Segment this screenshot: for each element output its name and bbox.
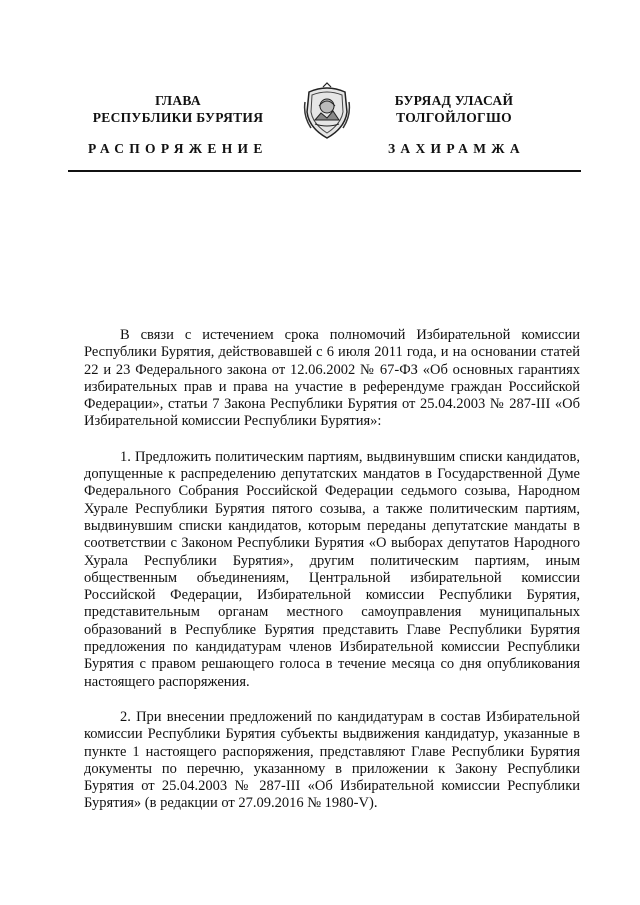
clause-2-paragraph: 2. При внесении предложений по кандидатурам в состав Избирательной комиссии Республики Бурятия субъекты выдвижения кандидатур, указанные в пункте 1 настоящего распоряжения, представляют Главе Республики Бурятия документы по перечню, указанному в приложении к Закону Республики Бурятия от 25.04.2003 № 287-III «Об Избирательной комиссии Республики Бурятия» (в редакции от 27.09.2016 № 1980-V). <box>84 708 580 812</box>
header-right-line2: ТОЛГОЙЛОГШО <box>396 110 512 125</box>
doc-type-bur: ЗАХИРАМЖА <box>388 141 525 156</box>
header-right-line1: БУРЯАД УЛАСАЙ <box>394 93 514 108</box>
header-left <box>80 92 276 126</box>
header-left-line2: РЕСПУБЛИКИ БУРЯТИЯ <box>92 110 264 125</box>
header-right <box>360 92 548 126</box>
document-body <box>84 327 580 813</box>
preamble-paragraph: В связи с истечением срока полномочий Избирательной комиссии Республики Бурятия, действовавшей с 6 июля 2011 года, и на основании статей 22 и 23 Федерального закона от 12.06.2002 № 67-ФЗ «Об основных гарантиях избирательных прав и права на участие в референдуме граждан Российской Федерации», статьи 7 Закона Республики Бурятия от 25.04.2003 № 287-III «Об Избирательной комиссии Республики Бурятия»: <box>84 327 580 430</box>
doc-type-ru: РАСПОРЯЖЕНИЕ <box>88 141 268 156</box>
header-left-line1: ГЛАВА <box>155 93 201 108</box>
buryatia-coat-of-arms-icon <box>301 82 353 140</box>
header-divider <box>68 170 581 172</box>
clause-1-paragraph: 1. Предложить политическим партиям, выдвинувшим списки кандидатов, допущенные к распределению депутатских мандатов в Государственной Думе Федерального Собрания Российской Федерации седьмого созыва, Народном Хурале Республики Бурятия пятого созыва, а также политическим партиям, выдвинувшим списки кандидатов, которым переданы депутатские мандаты в соответствии с Законом Республики Бурятия «О выборах депутатов Народного Хурала Республики Бурятия», другим политическим партиям, иным общественным объединениям, Центральной избирательной комиссии Российской Федерации, Избирательной комиссии Республики Бурятия, представительным органам местного самоуправления муниципальных образований в Республике Бурятия представить Главе Республики Бурятия предложения по кандидатурам членов Избирательной комиссии Республики Бурятия с правом решающего голоса в течение месяца со дня опубликования настоящего распоряжения. <box>84 448 580 690</box>
